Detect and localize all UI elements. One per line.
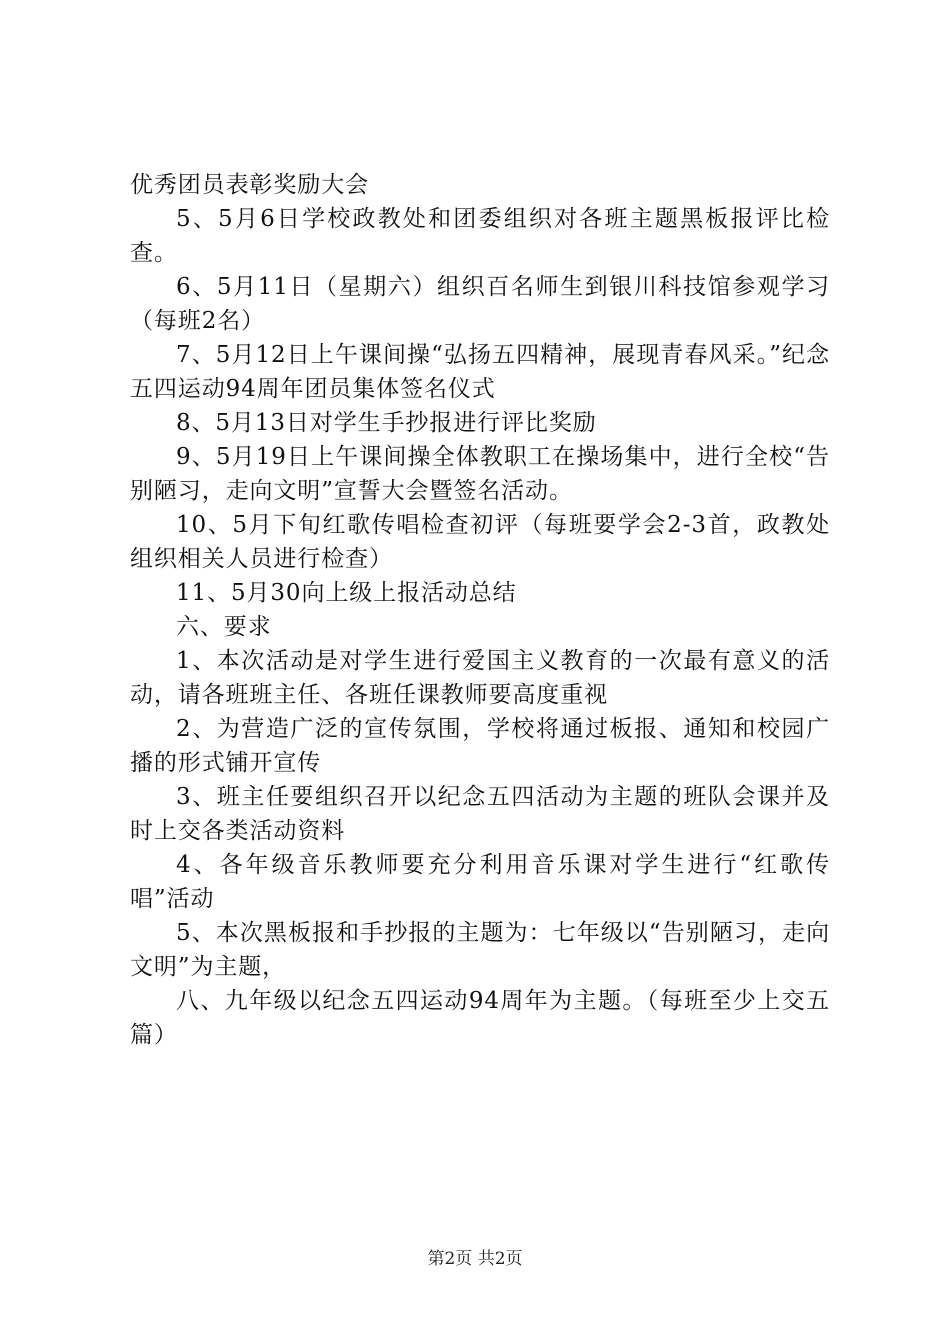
- paragraph: 2、为营造广泛的宣传氛围，学校将通过板报、通知和校园广播的形式铺开宣传: [130, 716, 830, 776]
- paragraph: 10、5月下旬红歌传唱检查初评（每班要学会2-3首，政教处组织相关人员进行检查）: [130, 512, 830, 572]
- paragraph: 5、5月6日学校政教处和团委组织对各班主题黑板报评比检查。: [130, 206, 830, 266]
- paragraph: 1、本次活动是对学生进行爱国主义教育的一次最有意义的活动，请各班班主任、各班任课教师要高度重视: [130, 648, 830, 708]
- paragraph: 8、5月13日对学生手抄报进行评比奖励: [176, 410, 597, 436]
- document-body: [130, 168, 830, 1052]
- paragraph: 优秀团员表彰奖励大会: [130, 172, 369, 198]
- paragraph: 11、5月30向上级上报活动总结: [176, 580, 517, 606]
- page-footer: [0, 1244, 950, 1269]
- paragraph: 9、5月19日上午课间操全体教职工在操场集中，进行全校“告别陋习，走向文明”宣誓大会暨签名活动。: [130, 444, 830, 504]
- section-heading: 六、要求: [176, 614, 272, 640]
- paragraph: 八、九年级以纪念五四运动94周年为主题。（每班至少上交五篇）: [130, 988, 830, 1048]
- paragraph: 5、本次黑板报和手抄报的主题为：七年级以“告别陋习，走向文明”为主题，: [130, 920, 830, 980]
- paragraph: 4、各年级音乐教师要充分利用音乐课对学生进行“红歌传唱”活动: [130, 852, 830, 912]
- paragraph: 7、5月12日上午课间操“弘扬五四精神，展现青春风采。”纪念五四运动94周年团员集体签名仪式: [130, 342, 830, 402]
- page-number-label: 第2页 共2页: [427, 1249, 523, 1269]
- paragraph: 6、5月11日（星期六）组织百名师生到银川科技馆参观学习（每班2名）: [130, 274, 830, 334]
- paragraph: 3、班主任要组织召开以纪念五四活动为主题的班队会课并及时上交各类活动资料: [130, 784, 830, 844]
